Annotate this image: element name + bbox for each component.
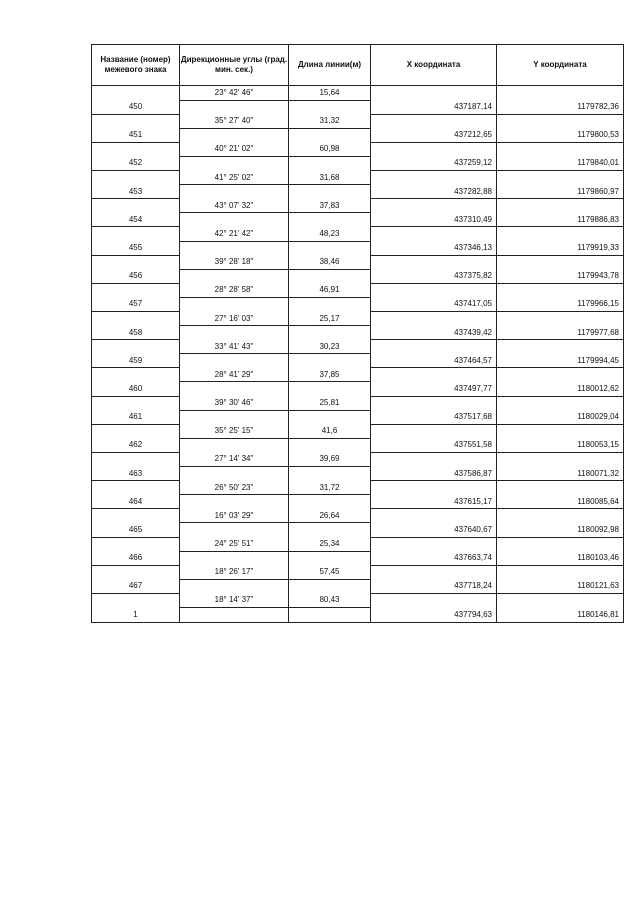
x-coordinate-cell: 437586,87: [371, 467, 497, 481]
point-row: [92, 354, 624, 368]
empty-cell: [92, 312, 180, 326]
empty-cell: [180, 326, 289, 340]
direction-angle-cell: 28° 41' 29": [180, 368, 289, 382]
empty-cell: [497, 199, 624, 213]
point-row: [92, 607, 624, 622]
empty-cell: [180, 297, 289, 311]
empty-cell: [289, 523, 371, 537]
segment-row: [92, 593, 624, 607]
empty-cell: [289, 269, 371, 283]
line-length-cell: 80,43: [289, 593, 371, 607]
empty-cell: [497, 283, 624, 297]
empty-cell: [180, 100, 289, 114]
empty-cell: [371, 312, 497, 326]
direction-angle-cell: 33° 41' 43": [180, 340, 289, 354]
line-length-cell: 25,17: [289, 312, 371, 326]
x-coordinate-cell: 437794,63: [371, 607, 497, 622]
empty-cell: [92, 396, 180, 410]
empty-cell: [289, 297, 371, 311]
point-name-cell: 466: [92, 551, 180, 565]
point-name-cell: 461: [92, 410, 180, 424]
empty-cell: [371, 340, 497, 354]
line-length-cell: 48,23: [289, 227, 371, 241]
y-coordinate-cell: 1179994,45: [497, 354, 624, 368]
y-coordinate-cell: 1179886,83: [497, 213, 624, 227]
empty-cell: [180, 241, 289, 255]
line-length-cell: 57,45: [289, 565, 371, 579]
point-name-cell: 463: [92, 467, 180, 481]
segment-row: [92, 171, 624, 185]
point-name-cell: 458: [92, 326, 180, 340]
segment-row: [92, 452, 624, 466]
point-name-cell: 452: [92, 156, 180, 170]
empty-cell: [497, 312, 624, 326]
y-coordinate-cell: 1179977,68: [497, 326, 624, 340]
line-length-cell: 26,64: [289, 509, 371, 523]
empty-cell: [289, 607, 371, 622]
direction-angle-cell: 28° 28' 58": [180, 283, 289, 297]
x-coordinate-cell: 437375,82: [371, 269, 497, 283]
y-coordinate-cell: 1180012,62: [497, 382, 624, 396]
empty-cell: [371, 142, 497, 156]
direction-angle-cell: 41° 25' 02": [180, 171, 289, 185]
y-coordinate-cell: 1179800,53: [497, 128, 624, 142]
segment-row: [92, 283, 624, 297]
y-coordinate-cell: 1179782,36: [497, 100, 624, 114]
empty-cell: [289, 241, 371, 255]
empty-cell: [497, 86, 624, 101]
y-coordinate-cell: 1179919,33: [497, 241, 624, 255]
empty-cell: [92, 255, 180, 269]
empty-cell: [497, 509, 624, 523]
header-x-coordinate: X координата: [371, 45, 497, 86]
header-y-coordinate: Y координата: [497, 45, 624, 86]
point-row: [92, 523, 624, 537]
point-row: [92, 156, 624, 170]
point-name-cell: 453: [92, 185, 180, 199]
empty-cell: [180, 128, 289, 142]
point-row: [92, 438, 624, 452]
y-coordinate-cell: 1180071,32: [497, 467, 624, 481]
line-length-cell: 25,34: [289, 537, 371, 551]
line-length-cell: 25,81: [289, 396, 371, 410]
empty-cell: [289, 410, 371, 424]
empty-cell: [180, 438, 289, 452]
x-coordinate-cell: 437439,42: [371, 326, 497, 340]
x-coordinate-cell: 437212,65: [371, 128, 497, 142]
point-name-cell: 455: [92, 241, 180, 255]
segment-row: [92, 86, 624, 101]
segment-row: [92, 424, 624, 438]
empty-cell: [371, 509, 497, 523]
empty-cell: [92, 227, 180, 241]
header-point-name: Название (номер) межевого знака: [92, 45, 180, 86]
direction-angle-cell: 40° 21' 02": [180, 142, 289, 156]
y-coordinate-cell: 1180146,81: [497, 607, 624, 622]
point-row: [92, 297, 624, 311]
empty-cell: [92, 537, 180, 551]
empty-cell: [180, 156, 289, 170]
point-name-cell: 1: [92, 607, 180, 622]
empty-cell: [371, 481, 497, 495]
empty-cell: [497, 481, 624, 495]
y-coordinate-cell: 1180053,15: [497, 438, 624, 452]
empty-cell: [497, 452, 624, 466]
empty-cell: [92, 565, 180, 579]
direction-angle-cell: 42° 21' 42": [180, 227, 289, 241]
empty-cell: [289, 156, 371, 170]
empty-cell: [371, 255, 497, 269]
empty-cell: [497, 255, 624, 269]
direction-angle-cell: 43° 07' 32": [180, 199, 289, 213]
point-name-cell: 462: [92, 438, 180, 452]
point-row: [92, 100, 624, 114]
empty-cell: [497, 593, 624, 607]
point-name-cell: 465: [92, 523, 180, 537]
x-coordinate-cell: 437282,88: [371, 185, 497, 199]
line-length-cell: 41,6: [289, 424, 371, 438]
direction-angle-cell: 18° 26' 17": [180, 565, 289, 579]
empty-cell: [371, 368, 497, 382]
x-coordinate-cell: 437663,74: [371, 551, 497, 565]
line-length-cell: 46,91: [289, 283, 371, 297]
empty-cell: [180, 354, 289, 368]
empty-cell: [180, 269, 289, 283]
empty-cell: [497, 171, 624, 185]
segment-row: [92, 227, 624, 241]
empty-cell: [180, 213, 289, 227]
empty-cell: [289, 354, 371, 368]
point-name-cell: 467: [92, 579, 180, 593]
y-coordinate-cell: 1180103,46: [497, 551, 624, 565]
segment-row: [92, 312, 624, 326]
empty-cell: [289, 579, 371, 593]
x-coordinate-cell: 437497,77: [371, 382, 497, 396]
direction-angle-cell: 26° 50' 23": [180, 481, 289, 495]
y-coordinate-cell: 1180029,04: [497, 410, 624, 424]
y-coordinate-cell: 1179943,78: [497, 269, 624, 283]
empty-cell: [289, 467, 371, 481]
point-row: [92, 551, 624, 565]
empty-cell: [497, 340, 624, 354]
empty-cell: [371, 565, 497, 579]
segment-row: [92, 565, 624, 579]
table-body: [92, 86, 624, 623]
empty-cell: [497, 424, 624, 438]
line-length-cell: 39,69: [289, 452, 371, 466]
empty-cell: [371, 227, 497, 241]
empty-cell: [371, 86, 497, 101]
segment-row: [92, 114, 624, 128]
point-name-cell: 454: [92, 213, 180, 227]
empty-cell: [497, 565, 624, 579]
empty-cell: [371, 537, 497, 551]
line-length-cell: 31,72: [289, 481, 371, 495]
direction-angle-cell: 35° 27' 40": [180, 114, 289, 128]
line-length-cell: 60,98: [289, 142, 371, 156]
empty-cell: [371, 396, 497, 410]
empty-cell: [180, 579, 289, 593]
x-coordinate-cell: 437417,05: [371, 297, 497, 311]
empty-cell: [180, 551, 289, 565]
point-name-cell: 450: [92, 100, 180, 114]
empty-cell: [497, 114, 624, 128]
empty-cell: [289, 185, 371, 199]
direction-angle-cell: 18° 14' 37": [180, 593, 289, 607]
segment-row: [92, 396, 624, 410]
empty-cell: [180, 185, 289, 199]
empty-cell: [289, 495, 371, 509]
segment-row: [92, 537, 624, 551]
segment-row: [92, 340, 624, 354]
empty-cell: [92, 340, 180, 354]
empty-cell: [289, 100, 371, 114]
empty-cell: [92, 452, 180, 466]
line-length-cell: 38,46: [289, 255, 371, 269]
header-line-length: Длина линии(м): [289, 45, 371, 86]
empty-cell: [289, 326, 371, 340]
direction-angle-cell: 35° 25' 15": [180, 424, 289, 438]
empty-cell: [92, 86, 180, 101]
empty-cell: [497, 537, 624, 551]
y-coordinate-cell: 1180092,98: [497, 523, 624, 537]
y-coordinate-cell: 1180121,63: [497, 579, 624, 593]
empty-cell: [180, 410, 289, 424]
point-name-cell: 464: [92, 495, 180, 509]
empty-cell: [92, 199, 180, 213]
y-coordinate-cell: 1180085,64: [497, 495, 624, 509]
empty-cell: [92, 424, 180, 438]
x-coordinate-cell: 437640,67: [371, 523, 497, 537]
point-row: [92, 467, 624, 481]
point-row: [92, 382, 624, 396]
empty-cell: [497, 142, 624, 156]
empty-cell: [92, 509, 180, 523]
line-length-cell: 15,64: [289, 86, 371, 101]
empty-cell: [371, 424, 497, 438]
segment-row: [92, 255, 624, 269]
empty-cell: [289, 382, 371, 396]
point-row: [92, 410, 624, 424]
x-coordinate-cell: 437718,24: [371, 579, 497, 593]
segment-row: [92, 142, 624, 156]
coordinates-table: [91, 44, 624, 623]
point-row: [92, 128, 624, 142]
segment-row: [92, 509, 624, 523]
x-coordinate-cell: 437310,49: [371, 213, 497, 227]
line-length-cell: 31,32: [289, 114, 371, 128]
empty-cell: [497, 227, 624, 241]
table-header-row: [92, 45, 624, 86]
empty-cell: [92, 114, 180, 128]
point-row: [92, 241, 624, 255]
empty-cell: [289, 551, 371, 565]
direction-angle-cell: 27° 14' 34": [180, 452, 289, 466]
x-coordinate-cell: 437615,17: [371, 495, 497, 509]
y-coordinate-cell: 1179966,15: [497, 297, 624, 311]
point-row: [92, 326, 624, 340]
y-coordinate-cell: 1179860,97: [497, 185, 624, 199]
x-coordinate-cell: 437187,14: [371, 100, 497, 114]
point-row: [92, 269, 624, 283]
empty-cell: [180, 382, 289, 396]
empty-cell: [371, 114, 497, 128]
direction-angle-cell: 23° 42' 46": [180, 86, 289, 101]
boundary-points-sheet: [91, 44, 623, 623]
empty-cell: [497, 368, 624, 382]
point-name-cell: 459: [92, 354, 180, 368]
y-coordinate-cell: 1179840,01: [497, 156, 624, 170]
segment-row: [92, 199, 624, 213]
empty-cell: [371, 593, 497, 607]
empty-cell: [371, 199, 497, 213]
x-coordinate-cell: 437259,12: [371, 156, 497, 170]
x-coordinate-cell: 437346,13: [371, 241, 497, 255]
empty-cell: [92, 142, 180, 156]
direction-angle-cell: 39° 30' 46": [180, 396, 289, 410]
point-row: [92, 495, 624, 509]
point-name-cell: 456: [92, 269, 180, 283]
empty-cell: [180, 495, 289, 509]
empty-cell: [92, 481, 180, 495]
empty-cell: [92, 171, 180, 185]
empty-cell: [92, 368, 180, 382]
empty-cell: [289, 213, 371, 227]
x-coordinate-cell: 437551,58: [371, 438, 497, 452]
empty-cell: [371, 452, 497, 466]
segment-row: [92, 368, 624, 382]
empty-cell: [371, 283, 497, 297]
empty-cell: [180, 467, 289, 481]
line-length-cell: 37,83: [289, 199, 371, 213]
empty-cell: [92, 283, 180, 297]
point-name-cell: 457: [92, 297, 180, 311]
line-length-cell: 30,23: [289, 340, 371, 354]
empty-cell: [289, 128, 371, 142]
direction-angle-cell: 27° 16' 03": [180, 312, 289, 326]
point-row: [92, 213, 624, 227]
point-row: [92, 579, 624, 593]
direction-angle-cell: 24° 25' 51": [180, 537, 289, 551]
direction-angle-cell: 39° 28' 18": [180, 255, 289, 269]
empty-cell: [92, 593, 180, 607]
empty-cell: [180, 523, 289, 537]
segment-row: [92, 481, 624, 495]
direction-angle-cell: 16° 03' 29": [180, 509, 289, 523]
line-length-cell: 37,85: [289, 368, 371, 382]
header-direction-angle: Дирекционные углы (град. мин. сек.): [180, 45, 289, 86]
x-coordinate-cell: 437464,57: [371, 354, 497, 368]
empty-cell: [180, 607, 289, 622]
point-name-cell: 460: [92, 382, 180, 396]
empty-cell: [497, 396, 624, 410]
empty-cell: [371, 171, 497, 185]
point-name-cell: 451: [92, 128, 180, 142]
point-row: [92, 185, 624, 199]
x-coordinate-cell: 437517,68: [371, 410, 497, 424]
empty-cell: [289, 438, 371, 452]
line-length-cell: 31,68: [289, 171, 371, 185]
